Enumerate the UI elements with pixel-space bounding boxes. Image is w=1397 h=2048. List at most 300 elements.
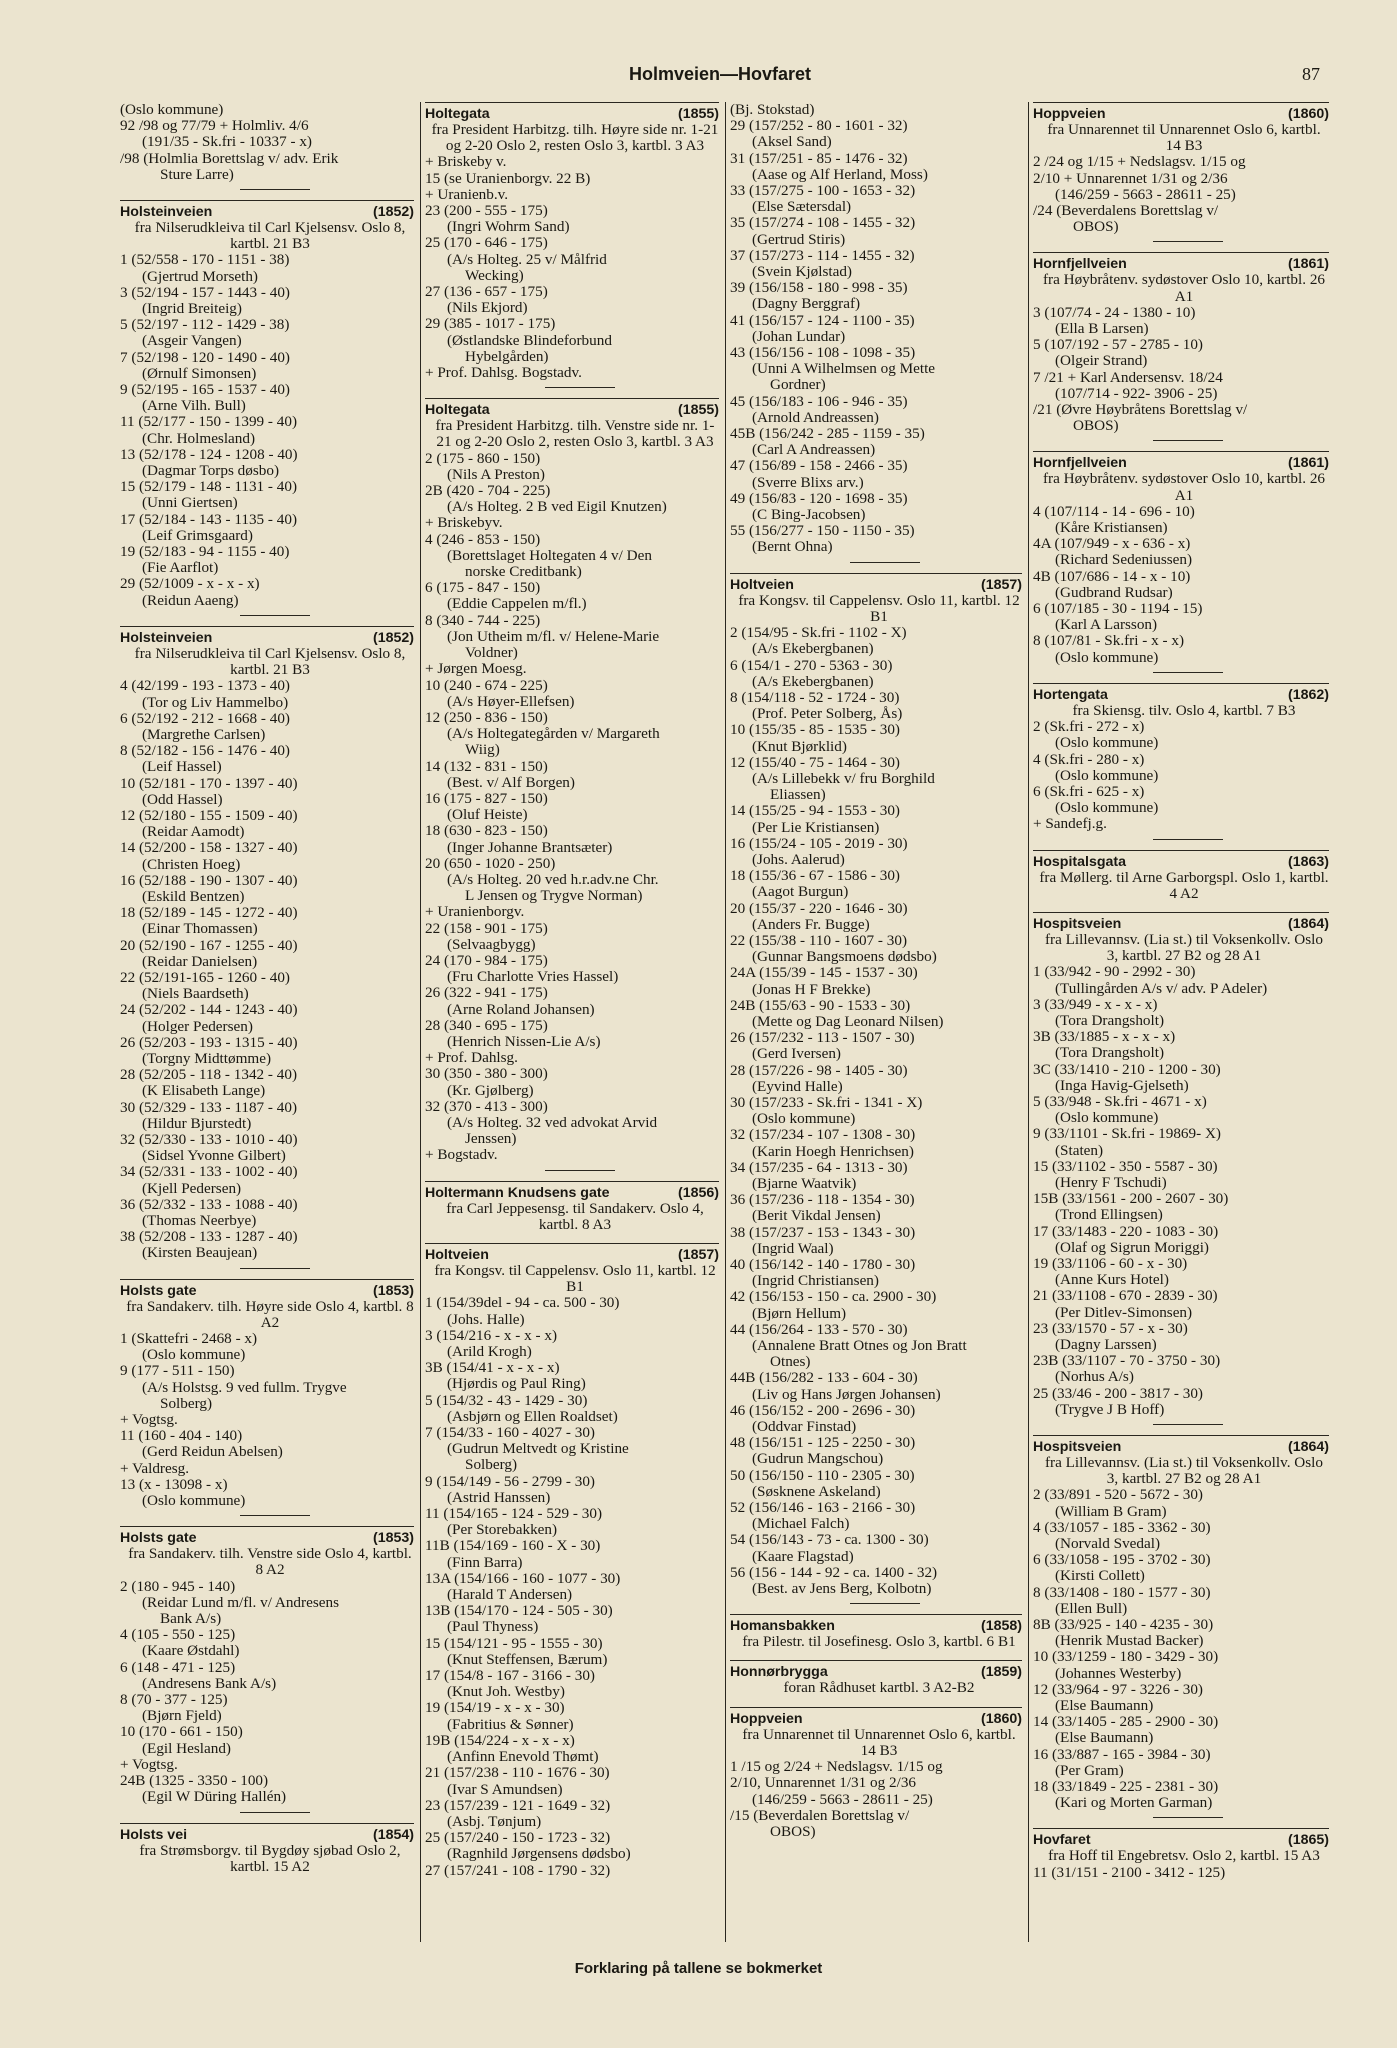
address-line: 16 (33/887 - 165 - 3984 - 30): [1033, 1746, 1211, 1763]
street-description: fra Skiensg. tilv. Oslo 4, kartbl. 7 B3: [1072, 701, 1296, 719]
address-line: 32 (157/234 - 107 - 1308 - 30): [730, 1127, 916, 1144]
address-list: [425, 451, 719, 1164]
street-heading: [1033, 683, 1329, 703]
address-line: 15 (52/179 - 148 - 1131 - 40): [120, 479, 298, 496]
street-description: fra Lillevannsv. (Lia st.) til Voksenkollv. Oslo 3, kartbl. 27 B2 og 28 A1: [1045, 1454, 1323, 1488]
owner-line: (Inger Johanne Brantsæter): [447, 839, 613, 856]
street-number: (1854): [372, 1826, 414, 1843]
owner-line: (Asbjørn og Ellen Roaldset): [447, 1408, 618, 1425]
owner-line: (Carl A Andreassen): [752, 442, 876, 459]
owner-line: (Nils Ekjord): [447, 300, 528, 317]
owner-line: (Aase og Alf Herland, Moss): [752, 166, 928, 183]
street-name: Honnørbrygga: [730, 1664, 828, 1681]
page-number: 87: [1302, 64, 1320, 84]
owner-line: (146/259 - 5663 - 28611 - 25): [1055, 186, 1236, 203]
address-line: 1 (Skattefri - 2468 - x): [120, 1331, 258, 1348]
street-name: Holsteinveien: [120, 204, 213, 221]
street-heading: [730, 1660, 1022, 1680]
street-heading: [1033, 102, 1329, 122]
street-description: fra Unnarennet til Unnarennet Oslo 6, kartbl. 14 B3: [742, 1725, 1016, 1759]
owner-line: (A/s Lillebekk v/ fru Borghild: [752, 770, 935, 787]
address-line: 11 (160 - 404 - 140): [120, 1428, 243, 1445]
address-line: 12 (52/180 - 155 - 1509 - 40): [120, 807, 298, 824]
owner-line: (Hjørdis og Paul Ring): [447, 1376, 586, 1393]
owner-line: (Margrethe Carlsen): [142, 726, 266, 743]
street-entry: [120, 626, 414, 1269]
entry-separator: [1153, 440, 1223, 441]
owner-line: (Eskild Bentzen): [142, 888, 245, 905]
address-line: 3 (154/216 - x - x - x): [425, 1327, 558, 1344]
owner-line: (Oslo kommune): [142, 1347, 246, 1364]
owner-line: (A/s Ekebergbanen): [752, 641, 874, 658]
address-line: 39 (156/158 - 180 - 998 - 35): [730, 280, 908, 297]
owner-line: (Oluf Heiste): [447, 807, 528, 824]
column-3: [726, 102, 1029, 1942]
street-description: fra Nilserudkleiva til Carl Kjelsensv. Oslo 8, kartbl. 21 B3: [134, 219, 406, 253]
owner-line: (Else Baumann): [1055, 1698, 1154, 1715]
street-description: fra Kongsv. til Cappelensv. Oslo 11, kartbl. 12 B1: [738, 591, 1020, 625]
address-line: 8 (70 - 377 - 125): [120, 1692, 228, 1709]
street-number: (1853): [372, 1282, 414, 1299]
address-line: 30 (350 - 380 - 300): [425, 1066, 548, 1083]
owner-line: (Chr. Holmesland): [142, 430, 256, 447]
owner-line: (Nils A Preston): [447, 466, 545, 483]
owner-line: (Inga Havig-Gjelseth): [1055, 1077, 1189, 1094]
owner-line: (Anne Kurs Hotel): [1055, 1272, 1169, 1289]
owner-line: (A/s Holtegategården v/ Margareth: [447, 726, 660, 743]
address-line: 6 (Sk.fri - 625 - x): [1033, 783, 1145, 800]
address-line: 8 (52/182 - 156 - 1476 - 40): [120, 743, 290, 760]
address-line: 4 (107/114 - 14 - 696 - 10): [1033, 503, 1195, 520]
owner-line: (Asgeir Vangen): [142, 333, 242, 350]
street-name: Hortengata: [1033, 686, 1108, 703]
cross-street-line: + Valdresg.: [120, 1460, 190, 1477]
owner-line: (Østlandske Blindeforbund: [447, 332, 612, 349]
address-line: 52 (156/146 - 163 - 2166 - 30): [730, 1500, 916, 1517]
owner-line: (Sidsel Yvonne Gilbert): [142, 1148, 286, 1165]
owner-line: (Fabritius & Sønner): [447, 1716, 574, 1733]
owner-line: (Torgny Midttømme): [142, 1050, 272, 1067]
owner-line: (Knut Joh. Westby): [447, 1684, 565, 1701]
owner-line: (Best. av Jens Berg, Kolbotn): [752, 1581, 932, 1598]
street-name: Holtveien: [730, 576, 794, 593]
street-entry: [1033, 1435, 1329, 1818]
owner-line: (Else Baumann): [1055, 1730, 1154, 1747]
street-entry: [1033, 1828, 1329, 1880]
address-line: 14 (33/1405 - 285 - 2900 - 30): [1033, 1714, 1219, 1731]
owner-line: (Oslo kommune): [752, 1111, 856, 1128]
street-number: (1852): [372, 204, 414, 221]
address-line: 25 (170 - 646 - 175): [425, 235, 548, 252]
address-line: 13 (x - 13098 - x): [120, 1476, 228, 1493]
street-description: fra Carl Jeppesensg. til Sandakerv. Oslo 4, kartbl. 8 A3: [446, 1199, 704, 1233]
address-line: 6 (33/1058 - 195 - 3702 - 30): [1033, 1552, 1211, 1569]
street-heading: [120, 1526, 414, 1546]
owner-line: (Asbj. Tønjum): [447, 1813, 542, 1830]
address-list: [1033, 305, 1329, 435]
street-name: Hospitsveien: [1033, 1439, 1122, 1456]
street-number: (1860): [980, 1710, 1022, 1727]
street-entry: [120, 200, 414, 616]
street-name: Holsts gate: [120, 1282, 197, 1299]
address-line: 9 (33/1101 - Sk.fri - 19869- X): [1033, 1126, 1221, 1143]
owner-line: (Henry F Tschudi): [1055, 1174, 1167, 1191]
address-line: 38 (157/237 - 153 - 1343 - 30): [730, 1224, 916, 1241]
street-number: (1855): [677, 402, 719, 419]
address-line: 10 (155/35 - 85 - 1535 - 30): [730, 722, 900, 739]
owner-line: (Reidar Lund m/fl. v/ Andresens: [142, 1594, 339, 1611]
address-line: 4 (Sk.fri - 280 - x): [1033, 751, 1145, 768]
address-list: [1033, 964, 1329, 1418]
address-line: /21 (Øvre Høybråtens Borettslag v/: [1033, 402, 1248, 419]
address-line: 44B (156/282 - 133 - 604 - 30): [730, 1370, 918, 1387]
address-line: Wecking): [465, 267, 524, 284]
owner-line: (Niels Baardseth): [142, 986, 249, 1003]
cross-street-line: + Vogtsg.: [120, 1412, 178, 1429]
address-line: 3B (154/41 - x - x - x): [425, 1360, 560, 1377]
owner-line: (Kirsti Collett): [1055, 1568, 1145, 1585]
address-line: 44 (156/264 - 133 - 570 - 30): [730, 1321, 908, 1338]
street-entry: [425, 1243, 719, 1879]
owner-line: (107/714 - 922- 3906 - 25): [1055, 385, 1218, 402]
owner-line: (Kr. Gjølberg): [447, 1082, 534, 1099]
address-line: 36 (52/332 - 133 - 1088 - 40): [120, 1196, 298, 1213]
address-line: 28 (52/205 - 118 - 1342 - 40): [120, 1067, 298, 1084]
street-entry: [730, 573, 1022, 1605]
street-name: Hornfjellveien: [1033, 455, 1127, 472]
owner-line: (C Bing-Jacobsen): [752, 507, 866, 524]
street-description: fra Pilestr. til Josefinesg. Oslo 3, kartbl. 6 B1: [742, 1633, 1016, 1651]
address-line: 5 (154/32 - 43 - 1429 - 30): [425, 1392, 588, 1409]
entry-separator: [240, 1515, 310, 1516]
owner-line: (Karl A Larsson): [1055, 617, 1158, 634]
street-heading: [425, 102, 719, 122]
address-line: 55 (156/277 - 150 - 1150 - 35): [730, 523, 915, 540]
entry-separator: [240, 1812, 310, 1813]
address-line: 36 (157/236 - 118 - 1354 - 30): [730, 1192, 915, 1209]
street-number: (1862): [1287, 686, 1329, 703]
address-line: 18 (630 - 823 - 150): [425, 823, 548, 840]
owner-line: (Jonas H F Brekke): [752, 981, 871, 998]
column-1: [116, 102, 421, 1942]
owner-line: (A/s Holstsg. 9 ved fullm. Trygve: [142, 1379, 347, 1396]
owner-line: (Johannes Westerby): [1055, 1665, 1182, 1682]
address-line: 3C (33/1410 - 210 - 1200 - 30): [1033, 1061, 1221, 1078]
address-line: 12 (33/964 - 97 - 3226 - 30): [1033, 1681, 1203, 1698]
cross-street-line: + Uranienborgv.: [425, 904, 525, 921]
address-line: 3 (107/74 - 24 - 1380 - 10): [1033, 304, 1196, 321]
address-line: OBOS): [1073, 418, 1119, 435]
address-line: Hybelgården): [465, 348, 549, 365]
owner-line: (Christen Hoeg): [142, 856, 241, 873]
address-line: 19 (154/19 - x - x - 30): [425, 1700, 565, 1717]
owner-line: (Leif Grimsgaard): [142, 527, 253, 544]
owner-line: (Ingrid Christiansen): [752, 1273, 879, 1290]
address-list: [1033, 1865, 1329, 1881]
owner-line: (Holger Pedersen): [142, 1018, 253, 1035]
street-heading: [120, 1823, 414, 1843]
address-line: 20 (52/190 - 167 - 1255 - 40): [120, 937, 298, 954]
entry-separator: [1153, 839, 1223, 840]
street-description: fra Sandakerv. tilh. Venstre side Oslo 4, kartbl. 8 A2: [128, 1545, 412, 1579]
address-line: 9 (154/149 - 56 - 2799 - 30): [425, 1473, 595, 1490]
street-description: fra Lillevannsv. (Lia st.) til Voksenkollv. Oslo 3, kartbl. 27 B2 og 28 A1: [1045, 930, 1323, 965]
owner-line: (Reidun Aaeng): [142, 592, 239, 609]
address-line: 6 (107/185 - 30 - 1194 - 15): [1033, 601, 1203, 618]
address-line: 47 (156/89 - 158 - 2466 - 35): [730, 458, 908, 475]
owner-line: (Tora Drangsholt): [1055, 1012, 1165, 1029]
address-line: 4B (107/686 - 14 - x - 10): [1033, 568, 1191, 585]
street-description: fra Møllerg. til Arne Garborgspl. Oslo 1, kartbl. 4 A2: [1039, 868, 1329, 902]
owner-line: (Oslo kommune): [142, 1493, 246, 1510]
owner-line: (A/s Høyer-Ellefsen): [447, 693, 575, 710]
owner-line: (Sverre Blixs arv.): [752, 474, 864, 491]
street-description: fra President Harbitzg. tilh. Venstre side nr. 1-21 og 2-20 Oslo 2, resten Oslo 3, kartbl. 3 A3: [435, 417, 715, 451]
street-entry: [120, 1823, 414, 1875]
address-list: [730, 102, 1022, 556]
owner-line: (Michael Falch): [752, 1516, 850, 1533]
owner-line: (Olaf og Sigrun Moriggi): [1055, 1239, 1209, 1256]
address-line: Otnes): [770, 1354, 811, 1371]
address-line: 40 (156/142 - 140 - 1780 - 30): [730, 1257, 916, 1274]
address-line: 21 (33/1108 - 670 - 2839 - 30): [1033, 1288, 1218, 1305]
address-line: 11 (154/165 - 124 - 529 - 30): [425, 1506, 603, 1523]
cross-street-line: + Jørgen Moesg.: [425, 661, 527, 678]
address-line: 14 (132 - 831 - 150): [425, 758, 548, 775]
street-entry: [730, 1660, 1022, 1696]
address-line: 43 (156/156 - 108 - 1098 - 35): [730, 345, 916, 362]
street-number: (1863): [1287, 853, 1329, 870]
owner-line: (Oslo kommune): [120, 102, 224, 118]
owner-line: (Per Lie Kristiansen): [752, 819, 880, 836]
owner-line: (Oddvar Finstad): [752, 1419, 857, 1436]
address-line: 16 (155/24 - 105 - 2019 - 30): [730, 835, 908, 852]
address-line: Voldner): [465, 645, 518, 662]
address-line: Jenssen): [465, 1131, 517, 1148]
owner-line: (Svein Kjølstad): [752, 264, 852, 281]
address-line: 6 (148 - 471 - 125): [120, 1659, 236, 1676]
address-line: 23B (33/1107 - 70 - 3750 - 30): [1033, 1353, 1221, 1370]
street-entry: [1033, 912, 1329, 1425]
street-heading: [1033, 451, 1329, 471]
cross-street-line: + Uranienb.v.: [425, 186, 509, 203]
owner-line: (Borettslaget Holtegaten 4 v/ Den: [447, 547, 652, 564]
street-entry: [730, 102, 1022, 563]
owner-line: (A/s Ekebergbanen): [752, 673, 874, 690]
address-line: 25 (33/46 - 200 - 3817 - 30): [1033, 1385, 1203, 1402]
address-line: 54 (156/143 - 73 - ca. 1300 - 30): [730, 1532, 929, 1549]
address-line: 14 (52/200 - 158 - 1327 - 40): [120, 840, 298, 857]
address-line: 7 /21 + Karl Andersensv. 18/24: [1033, 369, 1223, 386]
page-header: [120, 64, 1320, 92]
owner-line: (Fru Charlotte Vries Hassel): [447, 969, 619, 986]
owner-line: (Per Storebakken): [447, 1522, 558, 1539]
address-line: 16 (52/188 - 190 - 1307 - 40): [120, 872, 298, 889]
address-line: 28 (340 - 695 - 175): [425, 1017, 548, 1034]
address-line: 32 (370 - 413 - 300): [425, 1098, 548, 1115]
owner-line: (Staten): [1055, 1142, 1104, 1159]
address-line: 2 (180 - 945 - 140): [120, 1578, 236, 1595]
address-line: 15 (33/1102 - 350 - 5587 - 30): [1033, 1158, 1218, 1175]
address-list: [120, 678, 414, 1261]
owner-line: (Ella B Larsen): [1055, 321, 1149, 338]
street-number: (1861): [1287, 256, 1329, 273]
street-heading: [425, 1243, 719, 1263]
owner-line: (Ivar S Amundsen): [447, 1781, 563, 1798]
address-line: 22 (158 - 901 - 175): [425, 920, 548, 937]
address-line: 2 (33/891 - 520 - 5672 - 30): [1033, 1487, 1203, 1504]
address-line: 19 (33/1106 - 60 - x - 30): [1033, 1255, 1188, 1272]
address-line: 1 (52/558 - 170 - 1151 - 38): [120, 252, 290, 269]
owner-line: (Tullingården A/s v/ adv. P Adeler): [1055, 980, 1268, 997]
address-line: 15 (154/121 - 95 - 1555 - 30): [425, 1635, 603, 1652]
address-line: 45B (156/242 - 285 - 1159 - 35): [730, 426, 925, 443]
owner-line: (Bernt Ohna): [752, 539, 833, 556]
address-line: 8B (33/925 - 140 - 4235 - 30): [1033, 1617, 1214, 1634]
address-line: 16 (175 - 827 - 150): [425, 790, 548, 807]
owner-line: (Bjørn Fjeld): [142, 1708, 222, 1725]
owner-line: (Per Ditlev-Simonsen): [1055, 1304, 1193, 1321]
address-line: 20 (155/37 - 220 - 1646 - 30): [730, 900, 908, 917]
address-line: 26 (52/203 - 193 - 1315 - 40): [120, 1034, 298, 1051]
street-name: Hospitalsgata: [1033, 853, 1127, 870]
street-name: Homansbakken: [730, 1618, 835, 1635]
owner-line: (Tora Drangsholt): [1055, 1045, 1165, 1062]
address-line: 9 (177 - 511 - 150): [120, 1363, 235, 1380]
owner-line: (Mette og Dag Leonard Nilsen): [752, 1013, 944, 1030]
address-list: [730, 1759, 1022, 1840]
cross-street-line: + Briskebyv.: [425, 515, 503, 532]
owner-line: (Søsknene Askeland): [752, 1483, 881, 1500]
owner-line: (Oslo kommune): [1055, 649, 1159, 666]
address-line: 4 (246 - 853 - 150): [425, 531, 541, 548]
owner-line: (Gudbrand Rudsar): [1055, 584, 1173, 601]
street-number: (1861): [1287, 455, 1329, 472]
address-line: 45 (156/183 - 106 - 946 - 35): [730, 393, 908, 410]
address-line: 29 (157/252 - 80 - 1601 - 32): [730, 118, 908, 135]
owner-line: (Ingri Wohrm Sand): [447, 219, 570, 236]
address-line: 35 (157/274 - 108 - 1455 - 32): [730, 215, 916, 232]
owner-line: (Prof. Peter Solberg, Ås): [752, 706, 903, 723]
owner-line: (Gerd Reidun Abelsen): [142, 1444, 283, 1461]
cross-street-line: + Prof. Dahlsg.: [425, 1050, 518, 1067]
column-2: [421, 102, 726, 1942]
street-description: fra Sandakerv. tilh. Høyre side Oslo 4, kartbl. 8 A2: [126, 1297, 414, 1331]
street-number: (1858): [980, 1618, 1022, 1635]
owner-line: (Else Sætersdal): [752, 199, 852, 216]
street-description: foran Rådhuset kartbl. 3 A2-B2: [783, 1679, 975, 1697]
owner-line: (Johan Lundar): [752, 328, 846, 345]
street-heading: [730, 573, 1022, 593]
address-line: Gordner): [770, 377, 826, 394]
address-line: 38 (52/208 - 133 - 1287 - 40): [120, 1229, 298, 1246]
address-line: 8 (154/118 - 52 - 1724 - 30): [730, 689, 900, 706]
address-line: 10 (33/1259 - 180 - 3429 - 30): [1033, 1649, 1219, 1666]
address-line: Eliassen): [770, 787, 826, 804]
address-line: 24B (155/63 - 90 - 1533 - 30): [730, 997, 911, 1014]
address-line: Solberg): [465, 1457, 518, 1474]
cross-street-line: + Briskeby v.: [425, 154, 507, 171]
street-number: (1855): [677, 106, 719, 122]
address-line: 8 (340 - 744 - 225): [425, 612, 541, 629]
street-entry: [120, 1279, 414, 1517]
street-name: Holsts vei: [120, 1826, 188, 1843]
address-line: 3 (52/194 - 157 - 1443 - 40): [120, 284, 290, 301]
address-line: 2/10, Unnarennet 1/31 og 2/36: [730, 1775, 917, 1792]
owner-line: (Thomas Neerbye): [142, 1213, 257, 1229]
owner-line: (Oslo kommune): [1055, 735, 1159, 752]
address-line: 4 (42/199 - 193 - 1373 - 40): [120, 678, 290, 695]
street-heading: [1033, 252, 1329, 272]
address-list: [120, 102, 414, 183]
owner-line: (191/35 - Sk.fri - 10337 - x): [142, 134, 312, 151]
owner-line: (Gunnar Bangsmoens dødsbo): [752, 949, 937, 966]
owner-line: (Kjell Pedersen): [142, 1180, 242, 1197]
footer-note: Forklaring på tallene se bokmerket: [574, 1960, 823, 1977]
entry-separator: [1153, 1424, 1223, 1425]
address-line: 23 (33/1570 - 57 - x - 30): [1033, 1320, 1188, 1337]
directory-columns: [116, 102, 1335, 1942]
address-line: OBOS): [770, 1823, 816, 1840]
street-name: Holtegata: [425, 106, 490, 122]
address-line: 12 (155/40 - 75 - 1464 - 30): [730, 754, 900, 771]
street-number: (1860): [1287, 106, 1329, 122]
owner-line: (Aagot Burgun): [752, 884, 849, 901]
street-heading: [1033, 850, 1329, 870]
address-line: 2B (420 - 704 - 225): [425, 483, 551, 500]
address-list: [120, 1579, 414, 1806]
owner-line: (Berit Vikdal Jensen): [752, 1208, 881, 1225]
address-line: 9 (52/195 - 165 - 1537 - 40): [120, 382, 290, 399]
address-line: 32 (52/330 - 133 - 1010 - 40): [120, 1131, 298, 1148]
address-line: 7 (52/198 - 120 - 1490 - 40): [120, 349, 290, 366]
owner-line: (Arild Krogh): [447, 1344, 532, 1361]
owner-line: (Arnold Andreassen): [752, 409, 879, 426]
owner-line: (Andresens Bank A/s): [142, 1675, 277, 1692]
street-name: Holsts gate: [120, 1530, 197, 1547]
owner-line: (Selvaagbygg): [447, 936, 536, 953]
address-line: 46 (156/152 - 200 - 2696 - 30): [730, 1402, 916, 1419]
street-number: (1864): [1287, 1439, 1329, 1456]
street-heading: [730, 1614, 1022, 1634]
address-list: [1033, 154, 1329, 235]
address-line: 50 (156/150 - 110 - 2305 - 30): [730, 1467, 915, 1484]
owner-line: (Norvald Svedal): [1055, 1536, 1161, 1553]
address-line: 12 (250 - 836 - 150): [425, 709, 548, 726]
owner-line: (Karin Hoegh Henrichsen): [752, 1143, 914, 1160]
street-description: fra Høybråtenv. sydøstover Oslo 10, kartbl. 26 A1: [1042, 470, 1326, 504]
street-name: Hospitsveien: [1033, 915, 1122, 932]
cross-street-line: + Vogtsg.: [120, 1756, 178, 1773]
owner-line: (A/s Holteg. 32 ved advokat Arvid: [447, 1114, 658, 1131]
owner-line: (Harald T Andersen): [447, 1587, 573, 1604]
owner-line: (Knut Steffensen, Bærum): [447, 1651, 608, 1668]
street-name: Holtermann Knudsens gate: [425, 1184, 610, 1201]
address-line: 4A (107/949 - x - 636 - x): [1033, 536, 1191, 553]
street-description: fra President Harbitzg. tilh. Høyre side nr. 1-21 og 2-20 Oslo 2, resten Oslo 3, kartbl. 3 A3: [431, 121, 719, 155]
address-line: 17 (52/184 - 143 - 1135 - 40): [120, 511, 298, 528]
street-heading: [120, 626, 414, 646]
street-name: Holsteinveien: [120, 629, 213, 646]
address-line: 11B (154/169 - 160 - X - 30): [425, 1538, 601, 1555]
owner-line: (Ingrid Breiteig): [142, 301, 242, 318]
owner-line: (Gertrud Stiris): [752, 231, 846, 248]
street-heading: [425, 398, 719, 418]
street-number: (1856): [677, 1184, 719, 1201]
street-heading: [120, 1279, 414, 1299]
address-line: 10 (240 - 674 - 225): [425, 677, 548, 694]
street-entry: [120, 102, 414, 190]
